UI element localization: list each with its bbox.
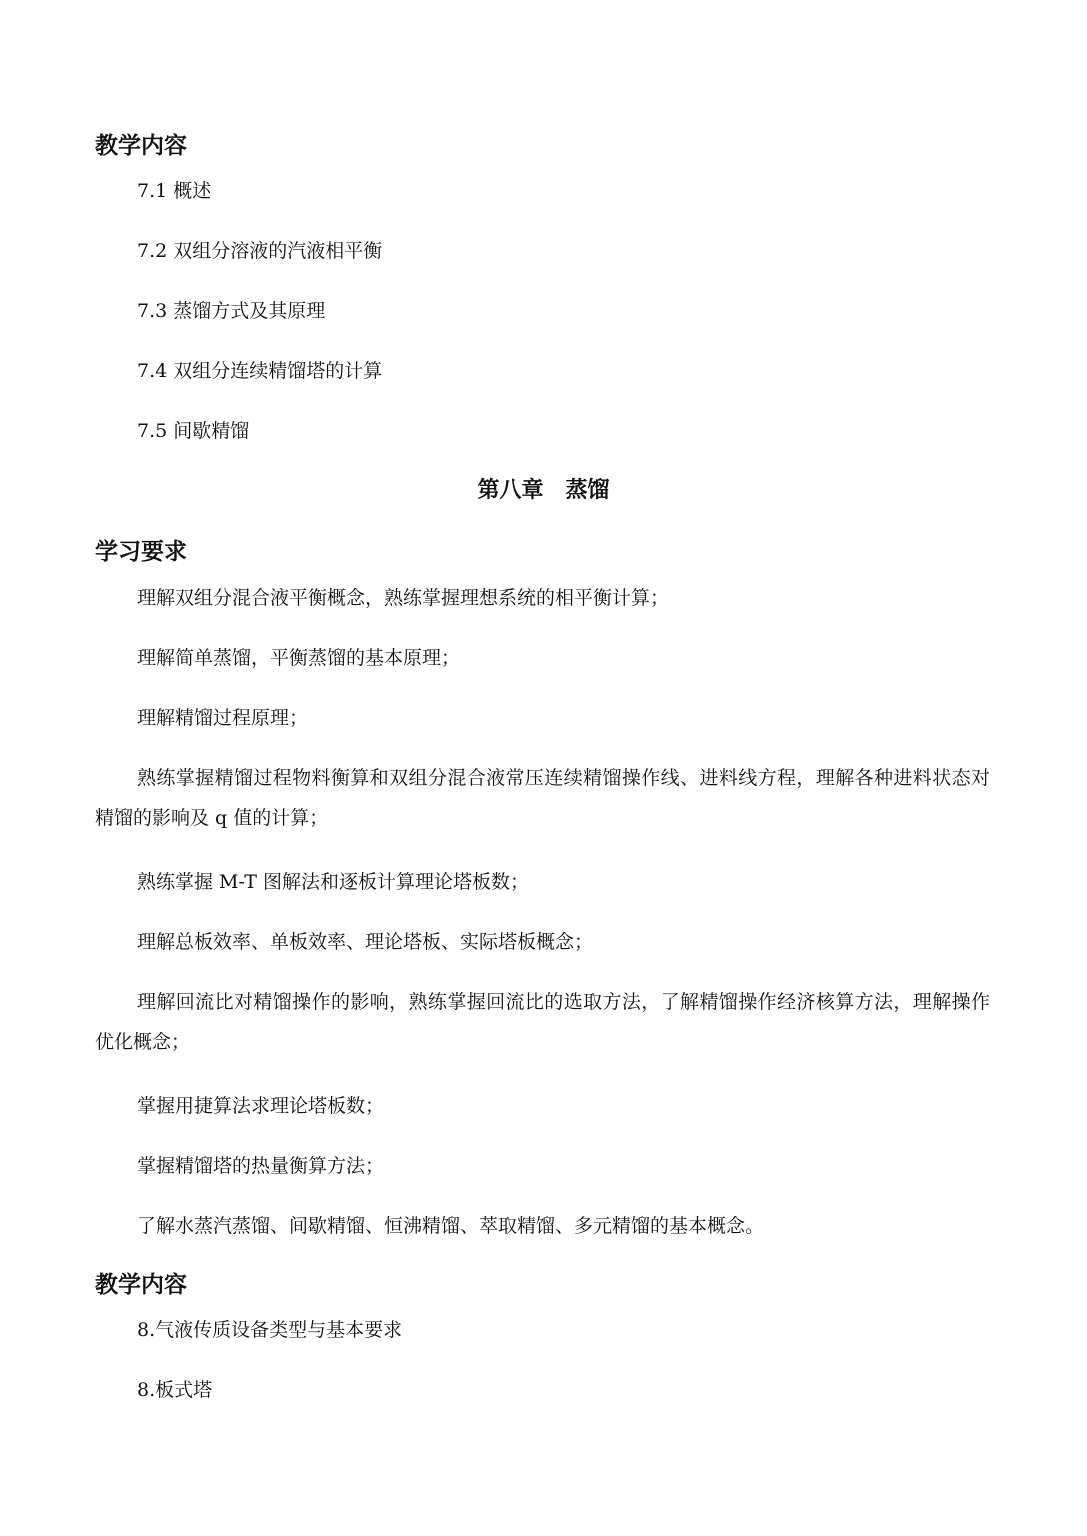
list-item: 7.5 间歇精馏 <box>137 420 250 442</box>
list-item: 8.板式塔 <box>137 1379 213 1401</box>
requirement-paragraph: 理解总板效率、单板效率、理论塔板、实际塔板概念； <box>137 931 594 953</box>
teaching-content-heading: 教学内容 <box>95 1272 187 1298</box>
teaching-content-heading: 教学内容 <box>95 133 187 159</box>
list-item: 7.2 双组分溶液的汽液相平衡 <box>137 240 383 262</box>
chapter-title: 第八章 蒸馏 <box>477 478 610 503</box>
list-item: 7.3 蒸馏方式及其原理 <box>137 300 326 322</box>
requirement-paragraph: 理解回流比对精馏操作的影响，熟练掌握回流比的选取方法，了解精馏操作经济核算方法，理解操作优化概念； <box>95 991 990 1053</box>
requirement-paragraph: 掌握用捷算法求理论塔板数； <box>137 1095 385 1117</box>
requirement-paragraph: 掌握精馏塔的热量衡算方法； <box>137 1155 385 1177</box>
learning-requirements-heading: 学习要求 <box>95 539 187 565</box>
list-item: 7.1 概述 <box>137 180 212 202</box>
requirement-paragraph: 理解双组分混合液平衡概念，熟练掌握理想系统的相平衡计算； <box>137 587 670 609</box>
requirement-paragraph: 理解精馏过程原理； <box>137 707 309 729</box>
list-item: 7.4 双组分连续精馏塔的计算 <box>137 360 383 382</box>
requirement-paragraph: 熟练掌握 M-T 图解法和逐板计算理论塔板数； <box>137 871 529 893</box>
requirement-paragraph: 熟练掌握精馏过程物料衡算和双组分混合液常压连续精馏操作线、进料线方程，理解各种进料状态对精馏的影响及 q 值的计算； <box>95 767 990 829</box>
requirement-paragraph: 了解水蒸汽蒸馏、间歇精馏、恒沸精馏、萃取精馏、多元精馏的基本概念。 <box>137 1215 765 1237</box>
list-item: 8.气液传质设备类型与基本要求 <box>137 1319 403 1341</box>
requirement-paragraph: 理解简单蒸馏，平衡蒸馏的基本原理； <box>137 647 461 669</box>
